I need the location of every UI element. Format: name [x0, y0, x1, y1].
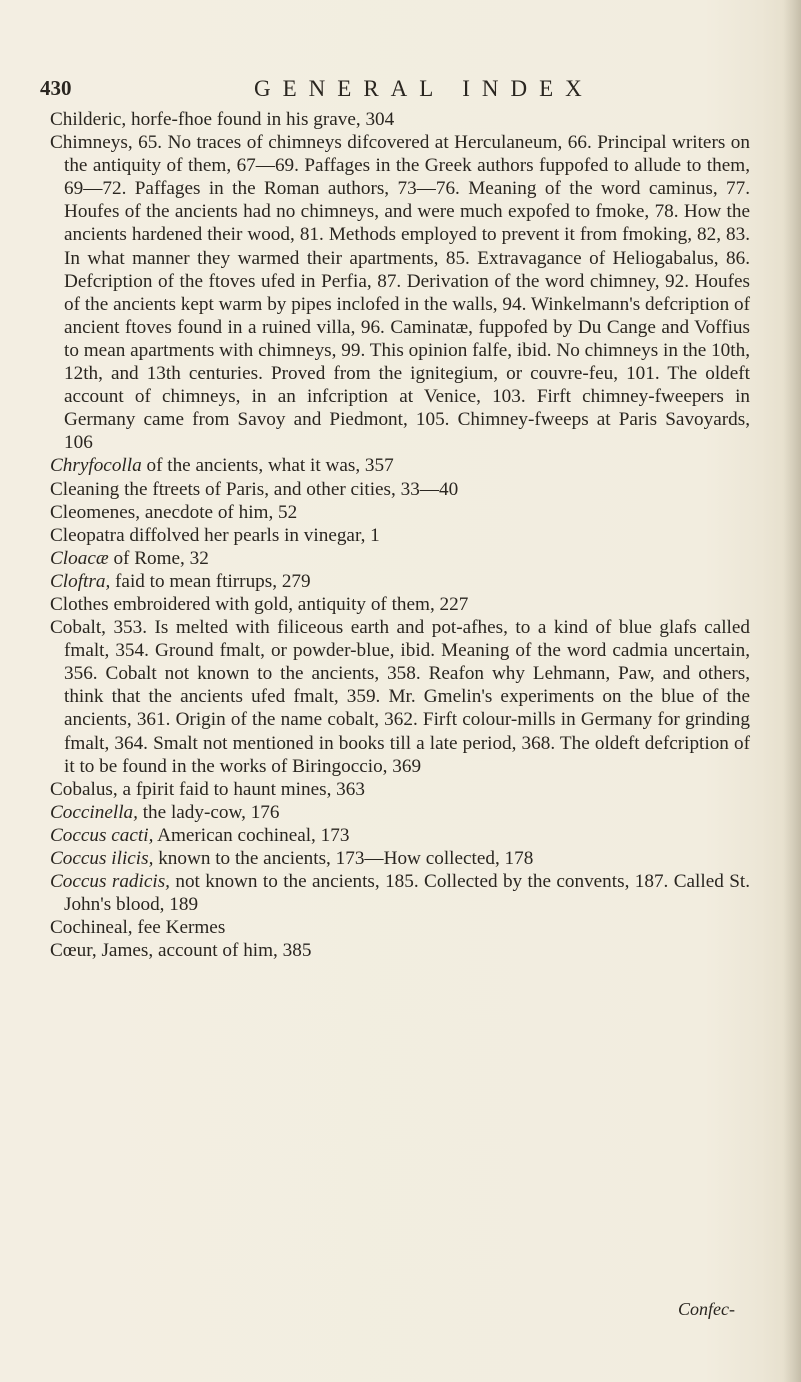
entry-text: James, account of him, 385: [96, 940, 312, 962]
entry-heading: Cochineal,: [50, 917, 133, 939]
entry-heading: Chryfocolla: [50, 455, 142, 477]
index-entry: [50, 778, 750, 801]
entry-heading: Coccus radicis,: [50, 871, 170, 893]
index-entry: [50, 870, 750, 916]
entry-heading: Cleopatra: [50, 524, 125, 546]
entry-heading: Cloftra,: [50, 570, 111, 592]
entry-text: fee Kermes: [132, 917, 226, 939]
index-entry: [50, 801, 750, 824]
entry-heading: Cobalus,: [50, 778, 118, 800]
entry-text: of Rome, 32: [108, 547, 209, 569]
running-head: GENERAL INDEX: [254, 76, 594, 101]
entry-heading: Childeric,: [50, 109, 127, 130]
index-entry: [50, 824, 750, 847]
entry-heading: Cleaning: [50, 478, 120, 500]
entry-text: horfe-fhoe found in his grave, 304: [126, 109, 395, 130]
entry-heading: Chimneys,: [50, 132, 133, 154]
index-entry: [50, 547, 750, 570]
entry-heading: Cleomenes,: [50, 501, 141, 523]
entry-text: known to the ancients, 173—How collected, 178: [153, 848, 534, 869]
entry-text: embroidered with gold, antiquity of them, 227: [108, 593, 469, 615]
index-entry: [50, 593, 750, 616]
entry-text: 65. No traces of chimneys difcovered at Herculaneum, 66. Principal writers on the antiquity of them, 67—69. Paffages in the Greek authors fuppofed to allude to them, 69—72. Paffages in the Roman authors, 73—76. Meaning of the word caminus, 77. Houfes of the ancients had no chimneys, and were much expofed to fmoke, 78. How the ancients hardened their wood, 81. Methods employed to prevent it from fmoking, 82, 83. In what manner they warmed their apartments, 85. Extravagance of Heliogabalus, 86. Defcription of the ftoves ufed in Perfia, 87. Derivation of the word chimney, 92. Houfes of the ancients kept warm by pipes inclofed in the walls, 94. Winkelmann's defcription of ancient ftoves found in a ruined villa, 96. Caminatæ, fuppofed by Du Cange and Voffius to mean apartments with chimneys, 99. This opinion falfe, ibid. No chimneys in the 10th, 12th, and 13th centuries. Proved from the ignitegium, or couvre-feu, 101. The oldeft account of chimneys, in an infcription at Venice, 103. Firft chimney-fweepers in Germany came from Savoy and Piedmont, 105. Chimney-fweeps at Paris Savoyards, 106: [64, 132, 750, 454]
catchword: Confec-: [678, 1299, 735, 1319]
entry-heading: Cœur,: [50, 940, 97, 962]
index-entry: [50, 524, 750, 547]
index-entry: [50, 108, 750, 131]
page-number: 430: [40, 76, 72, 100]
index-entry: [50, 570, 750, 593]
entry-text: 353. Is melted with filiceous earth and pot-afhes, to a kind of blue glafs called fmalt, 354. Ground fmalt, or powder-blue, ibid. Meaning of the word cadmia uncertain, 356. Cobalt not known to the ancients, 358. Reafon why Lehmann, Paw, and others, think that the ancients ufed fmalt, 359. Mr. Gmelin's experiments on the blue of the ancients, 361. Origin of the name cobalt, 362. Firft colour-mills in Germany for grinding fmalt, 364. Smalt not mentioned in books till a late period, 368. The oldeft defcription of it to be found in the works of Biringoccio, 369: [64, 617, 750, 777]
index-entry: [50, 916, 750, 939]
index-entry: [50, 131, 750, 454]
page-edge-shadow: [783, 0, 801, 1382]
entry-heading: Cobalt,: [50, 617, 106, 639]
index-entry: [50, 501, 750, 524]
entry-heading: Coccinella,: [50, 801, 138, 823]
index-entry: [50, 454, 750, 477]
index-entry: [50, 616, 750, 778]
entry-text: diffolved her pearls in vinegar, 1: [124, 524, 380, 546]
index-entries: [50, 108, 750, 962]
entry-text: anecdote of him, 52: [140, 501, 298, 523]
entry-heading: Cloacæ: [50, 547, 109, 569]
entry-text: not known to the ancients, 185. Collected by the convents, 187. Called St. John's blood, 189: [64, 871, 750, 916]
page-header: [40, 76, 740, 106]
entry-heading: Coccus cacti,: [50, 824, 154, 846]
entry-text: a fpirit faid to haunt mines, 363: [117, 778, 365, 800]
index-entry: [50, 939, 750, 962]
entry-text: the lady-cow, 176: [137, 801, 280, 823]
entry-text: the ftreets of Paris, and other cities, 33—40: [119, 478, 459, 500]
entry-heading: Coccus ilicis,: [50, 848, 154, 869]
index-entry: [50, 847, 750, 870]
entry-text: faid to mean ftirrups, 279: [110, 570, 311, 592]
entry-text: of the ancients, what it was, 357: [141, 455, 394, 477]
entry-text: American cochineal, 173: [153, 824, 350, 846]
entry-heading: Clothes: [50, 593, 109, 615]
index-entry: [50, 478, 750, 501]
